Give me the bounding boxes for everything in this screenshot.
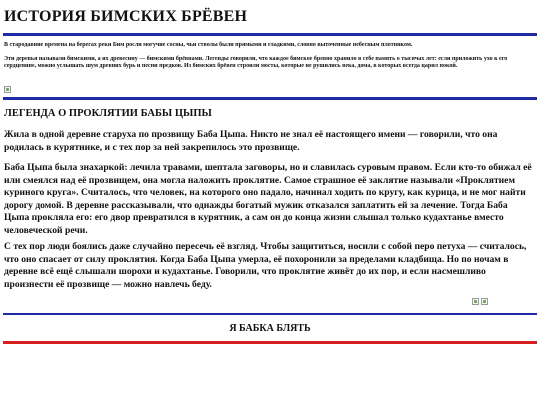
story-paragraph-3: С тех пор люди боялись даже случайно пересечь её взгляд. Чтобы защититься, носили с собой перо петуха — считалось, что оно спасает от силу проклятия. Когда Баба Цыпа умерла, её похоронили за пределами кладбища. Но по ночам в деревне всё ещё слышали шорохи и кудахтанье. Говорили, что проклятие живёт до их пор, и если насмешливо произнести её прозвище — можно навлечь беду. <box>4 241 527 290</box>
footer-text: Я БАБКА БЛЯТЬ <box>229 323 311 334</box>
intro-paragraph-2: Эти деревья называли бимскими, а их древесину — бимскими брёвнами. Легенды говорили, что каждое бимское бревно хранило в себе память о тысячах лет: если приложить ухо к его сердцевине, можно услышать шум древних бурь и песни предков. Из бимских брёвен строили мосты, которые не рушились века, дома, в которых всегда царил покой. <box>4 56 508 70</box>
story-paragraph-2: Баба Цыпа была знахаркой: лечила травами, шептала заговоры, но и славилась суровым правом. Если кто-то обижал её или смеялся над её прозвищем, она могла наложить проклятие. Самое страшное её заклятие называли «Проклятием куриного круга». Считалось, что человек, на которого оно падало, начинал ходить по кругу, как курица, и не мог найти дорогу домой. В деревне рассказывали, что однажды богатый мужик отказался заплатить ей за лечение. Тогда Баба Цыпа прокляла его: его двор превратился в курятник, а сам он до конца жизни слышал только кудахтанье вместо человеческой речи. <box>4 162 532 236</box>
intro-paragraph-1: В стародавние времена на берегах реки Бим росли могучие сосны, чьи стволы были прямыми и гладкими, словно выточенные небесным плотником. <box>4 42 413 48</box>
divider-top <box>3 33 537 36</box>
divider-footer-top <box>3 313 537 315</box>
section-heading: ЛЕГЕНДА О ПРОКЛЯТИИ БАБЫ ЦЫПЫ <box>4 108 212 119</box>
divider-footer-bottom <box>3 341 537 344</box>
broken-image-icon <box>472 298 479 305</box>
broken-image-icon <box>4 86 11 93</box>
divider-section <box>3 97 537 100</box>
story-paragraph-1: Жила в одной деревне старуха по прозвищу Баба Цыпа. Никто не знал её настоящего имени — говорили, что она родилась в курятнике, и с тех пор за ней закрепилось это прозвище. <box>4 129 498 153</box>
page-title: ИСТОРИЯ БИМСКИХ БРЁВЕН <box>4 8 248 25</box>
broken-image-icon <box>481 298 488 305</box>
